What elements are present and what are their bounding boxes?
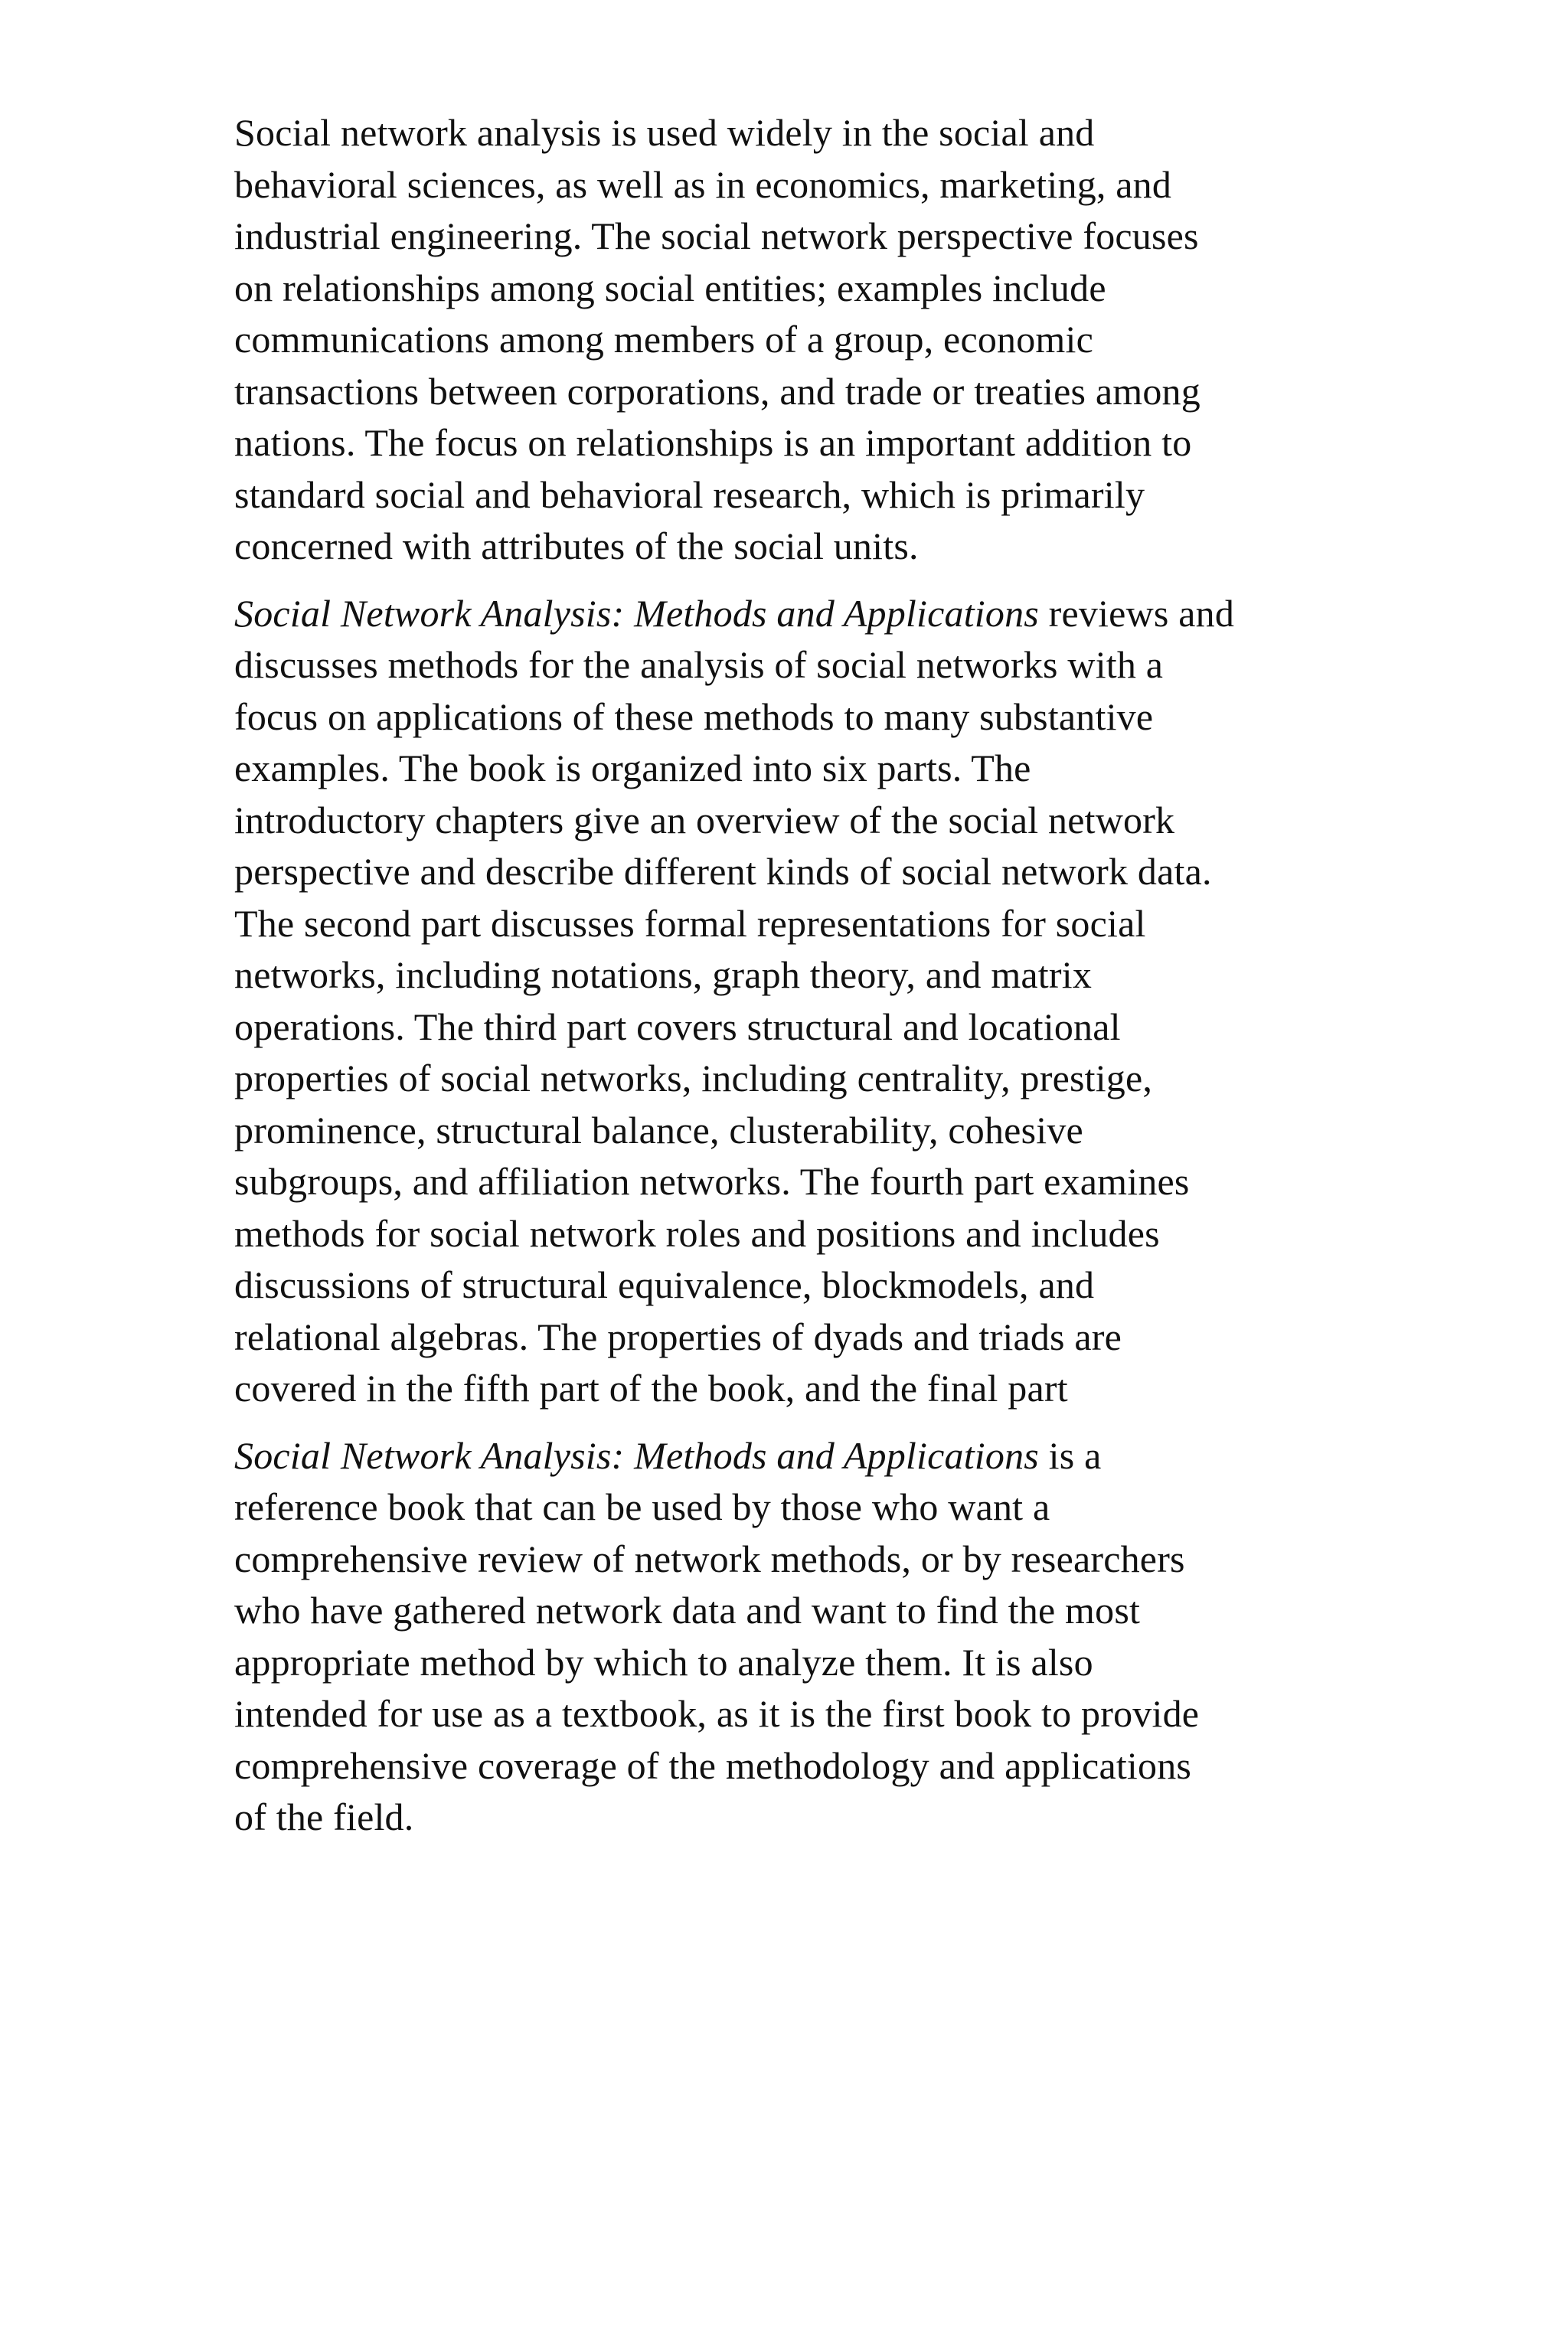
text-line: networks, including notations, graph theory, and matrix	[234, 953, 1093, 996]
text-line: methods for social network roles and positions and includes	[234, 1211, 1160, 1255]
text-line: introductory chapters give an overview of the social network	[234, 798, 1175, 841]
text-line: concerned with attributes of the social units.	[234, 524, 919, 567]
text-fragment: reviews and	[1038, 591, 1235, 635]
text-line: communications among members of a group, economic	[234, 318, 1094, 361]
text-line: discusses methods for the analysis of social networks with a	[234, 643, 1164, 686]
text-line: The second part discusses formal representations for social	[234, 901, 1146, 945]
text-line: reference book that can be used by those who want a	[234, 1485, 1050, 1528]
paragraph-book-overview	[234, 588, 1352, 1415]
text-line: standard social and behavioral research, which is primarily	[234, 472, 1145, 516]
text-line: subgroups, and affiliation networks. The fourth part examines	[234, 1160, 1190, 1203]
text-line: focus on applications of these methods to many substantive	[234, 694, 1154, 738]
text-line: nations. The focus on relationships is an important addition to	[234, 421, 1192, 464]
book-title: Social Network Analysis: Methods and Applications	[234, 1433, 1039, 1477]
text-line: intended for use as a textbook, as it is the first book to provide	[234, 1692, 1200, 1735]
text-line: properties of social networks, including centrality, prestige,	[234, 1057, 1153, 1099]
text-line: prominence, structural balance, clusterability, cohesive	[234, 1108, 1083, 1152]
text-line: covered in the fifth part of the book, and the final part	[234, 1367, 1068, 1410]
text-line: discussions of structural equivalence, blockmodels, and	[234, 1263, 1095, 1306]
text-line	[234, 588, 1352, 640]
text-line: perspective and describe different kinds of social network data.	[234, 850, 1212, 893]
text-line: industrial engineering. The social network perspective focuses	[234, 214, 1199, 257]
text-line: examples. The book is organized into six parts. The	[234, 747, 1031, 789]
text-line: comprehensive coverage of the methodology and applications	[234, 1743, 1192, 1787]
text-line: operations. The third part covers structural and locational	[234, 1005, 1121, 1048]
text-line: behavioral sciences, as well as in economics, marketing, and	[234, 162, 1172, 206]
text-line: of the field.	[234, 1795, 414, 1838]
text-line: transactions between corporations, and trade or treaties among	[234, 369, 1200, 413]
text-line	[234, 1430, 1352, 1482]
book-title: Social Network Analysis: Methods and Applications	[234, 591, 1039, 635]
text-line: who have gathered network data and want to find the most	[234, 1589, 1141, 1632]
text-line: relational algebras. The properties of dyads and triads are	[234, 1315, 1122, 1358]
paragraph-audience	[234, 1430, 1352, 1844]
text-line: appropriate method by which to analyze them. It is also	[234, 1640, 1093, 1684]
text-line: on relationships among social entities; examples include	[234, 266, 1106, 309]
text-line: comprehensive review of network methods, or by researchers	[234, 1537, 1185, 1580]
body-text	[234, 107, 1352, 1844]
text-fragment: is a	[1038, 1433, 1102, 1477]
text-line: Social network analysis is used widely in the social and	[234, 111, 1095, 154]
paragraph-introduction	[234, 107, 1352, 573]
